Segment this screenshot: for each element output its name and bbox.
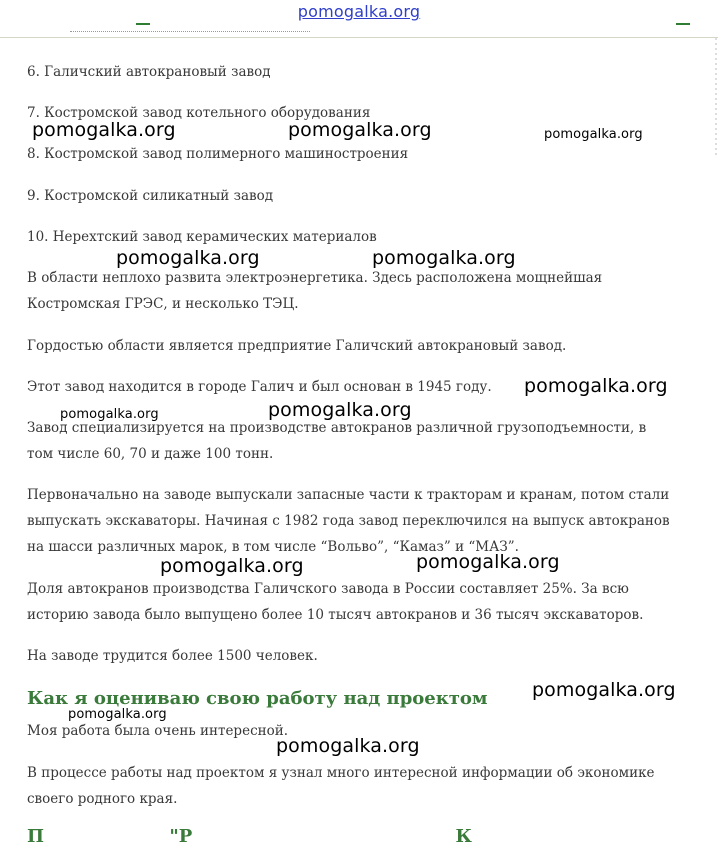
list-item: 6. Галичский автокрановый завод [27, 64, 271, 80]
scrollbar-track[interactable] [714, 38, 718, 158]
paragraph-line: Костромская ГРЭС, и несколько ТЭЦ. [27, 296, 299, 312]
paragraph-line: историю завода было выпущено более 10 тысяч автокранов и 36 тысяч экскаваторов. [27, 607, 644, 623]
watermark-text: pomogalka.org [416, 551, 560, 573]
section-heading: Как я оцениваю свою работу над проектом [27, 688, 488, 709]
watermark-text: pomogalka.org [160, 555, 304, 577]
watermark-text: pomogalka.org [68, 707, 167, 722]
watermark-text: pomogalka.org [288, 119, 432, 141]
list-item: 7. Костромской завод котельного оборудования [27, 105, 371, 121]
paragraph-line: На заводе трудится более 1500 человек. [27, 648, 318, 664]
paragraph-line: выпускать экскаваторы. Начиная с 1982 года завод переключился на выпуск автокранов [27, 513, 670, 529]
watermark-text: pomogalka.org [32, 119, 176, 141]
watermark-text: pomogalka.org [524, 375, 668, 397]
paragraph-line: Доля автокранов производства Галичского завода в России составляет 25%. За всю [27, 581, 629, 597]
watermark-text: pomogalka.org [60, 407, 159, 422]
watermark-text: pomogalka.org [544, 127, 643, 142]
list-item: 10. Нерехтский завод керамических материалов [27, 229, 377, 245]
paragraph-line: Гордостью области является предприятие Галичский автокрановый завод. [27, 338, 567, 354]
watermark-text: pomogalka.org [116, 247, 260, 269]
watermark-text: pomogalka.org [268, 399, 412, 421]
paragraph-line: том числе 60, 70 и даже 100 тонн. [27, 446, 274, 462]
paragraph-line: В процессе работы над проектом я узнал много интересной информации об экономике [27, 765, 655, 781]
paragraph-line: Этот завод находится в городе Галич и был основан в 1945 году. [27, 379, 492, 395]
watermark-text: pomogalka.org [372, 247, 516, 269]
tab-indicator [136, 23, 150, 25]
paragraph-line: на шасси различных марок, в том числе “Вольво”, “Камаз” и “МАЗ”. [27, 539, 519, 555]
top-bar [0, 0, 718, 38]
next-heading-clipped: П "Р К [27, 826, 472, 847]
paragraph-line: Моя работа была очень интересной. [27, 723, 289, 739]
tab-indicator [676, 23, 690, 25]
clipped-text-line [70, 31, 310, 36]
watermark-text: pomogalka.org [276, 735, 420, 757]
paragraph-line: Первоначально на заводе выпускали запасные части к тракторам и кранам, потом стали [27, 487, 670, 503]
paragraph-line: В области неплохо развита электроэнергетика. Здесь расположена мощнейшая [27, 270, 603, 286]
list-item: 9. Костромской силикатный завод [27, 188, 274, 204]
paragraph-line: своего родного края. [27, 791, 178, 807]
paragraph-line: Завод специализируется на производстве автокранов различной грузоподъемности, в [27, 420, 647, 436]
list-item: 8. Костромской завод полимерного машиностроения [27, 146, 409, 162]
watermark-text: pomogalka.org [532, 679, 676, 701]
site-logo[interactable]: pomogalka.org [297, 2, 421, 21]
